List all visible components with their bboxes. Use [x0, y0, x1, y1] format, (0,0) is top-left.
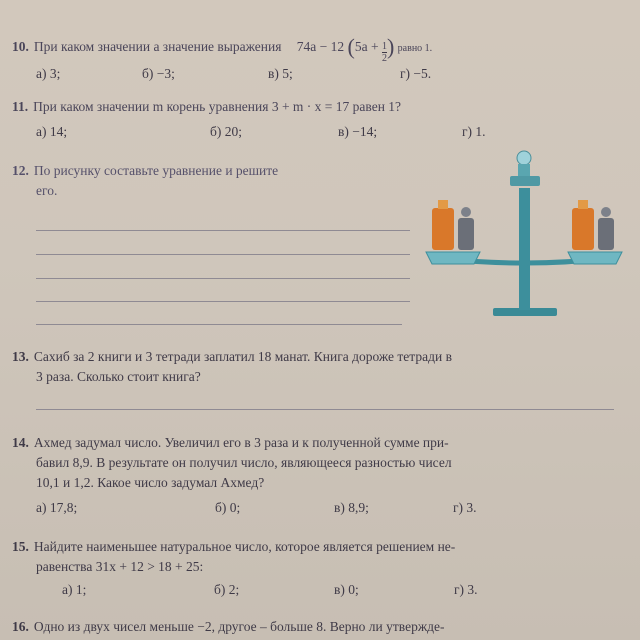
- answer-line: [36, 278, 410, 279]
- option-a: а) 17,8;: [36, 500, 78, 515]
- answer-line: [36, 324, 402, 325]
- question-number: 11.: [12, 99, 29, 114]
- scale-pillar: [519, 188, 530, 310]
- option-d: г) 3.: [454, 582, 478, 597]
- answer-line: [36, 230, 410, 231]
- expression-tail: равно 1.: [397, 43, 433, 54]
- right-pan: [568, 252, 622, 264]
- option-c: в) 0;: [334, 582, 359, 597]
- question-number: 15.: [12, 539, 29, 554]
- scale-dial: [510, 176, 540, 186]
- question-10: [12, 34, 433, 64]
- question-11: [12, 98, 401, 115]
- option-b: б) 20;: [210, 124, 242, 139]
- question-number: 16.: [12, 619, 29, 634]
- question-number: 14.: [12, 435, 29, 450]
- question-text: При каком значении m корень уравнения 3 + m · x = 17 равен 1?: [33, 99, 402, 114]
- question-text-line-2: 3 раза. Сколько стоит книга?: [36, 369, 201, 384]
- weight-orange-right: [572, 208, 594, 250]
- weight-orange-left-top: [438, 200, 448, 209]
- weight-orange-right-top: [578, 200, 588, 209]
- paren-open: (: [347, 34, 355, 59]
- question-text: При каком значении a значение выражения: [33, 39, 282, 54]
- question-text-line-1: Ахмед задумал число. Увеличил его в 3 раза и к полученной сумме при-: [33, 435, 449, 450]
- question-text-line-1: Одно из двух чисел меньше −2, другое – больше 8. Верно ли утвержде-: [33, 619, 445, 634]
- scale-knob: [517, 151, 531, 165]
- question-text-line-2: бавил 8,9. В результате он получил число, являющееся разностью чисел: [36, 455, 452, 470]
- question-text-line-2: его.: [36, 183, 58, 198]
- weight-orange-left: [432, 208, 454, 250]
- weight-gray-left-top: [461, 207, 471, 217]
- question-text-line-3: 10,1 и 1,2. Какое число задумал Ахмед?: [36, 475, 265, 490]
- question-14: [12, 434, 449, 451]
- weight-gray-right: [598, 218, 614, 250]
- scale-neck: [518, 164, 530, 178]
- answer-line: [36, 254, 410, 255]
- answer-line: [36, 301, 410, 302]
- option-c: в) 8,9;: [334, 500, 369, 515]
- option-b: б) −3;: [142, 66, 175, 81]
- option-a: а) 14;: [36, 124, 68, 139]
- question-number: 12.: [12, 163, 29, 178]
- question-15: [12, 538, 455, 555]
- expression: 74a − 12: [296, 39, 345, 54]
- option-a: а) 1;: [62, 582, 87, 597]
- fraction-denominator: 2: [381, 53, 387, 64]
- left-pan: [426, 252, 480, 264]
- option-c: в) −14;: [338, 124, 378, 139]
- expression-inner: 5a +: [354, 39, 379, 54]
- option-d: г) 1.: [462, 124, 486, 139]
- question-text-line-1: Найдите наименьшее натуральное число, которое является решением не-: [33, 539, 456, 554]
- answer-line: [36, 409, 614, 410]
- option-a: а) 3;: [36, 66, 61, 81]
- paren-close: ): [386, 34, 395, 59]
- option-c: в) 5;: [268, 66, 293, 81]
- question-13: [12, 348, 452, 365]
- balance-scale-illustration: [418, 148, 632, 318]
- question-number: 13.: [12, 349, 29, 364]
- question-text-line-2: равенства 31x + 12 > 18 + 25:: [36, 559, 204, 574]
- weight-gray-right-top: [601, 207, 611, 217]
- question-text-line-1: Сахиб за 2 книги и 3 тетради заплатил 18 манат. Книга дороже тетради в: [33, 349, 452, 364]
- weight-gray-left: [458, 218, 474, 250]
- option-d: г) −5.: [400, 66, 432, 81]
- option-b: б) 2;: [214, 582, 240, 597]
- question-16: [12, 618, 445, 635]
- option-b: б) 0;: [215, 500, 241, 515]
- option-d: г) 3.: [453, 500, 477, 515]
- question-text-line-1: По рисунку составьте уравнение и решите: [33, 163, 279, 178]
- question-12: [12, 162, 278, 179]
- fraction-numerator: 1: [381, 41, 387, 52]
- question-number: 10.: [12, 39, 29, 54]
